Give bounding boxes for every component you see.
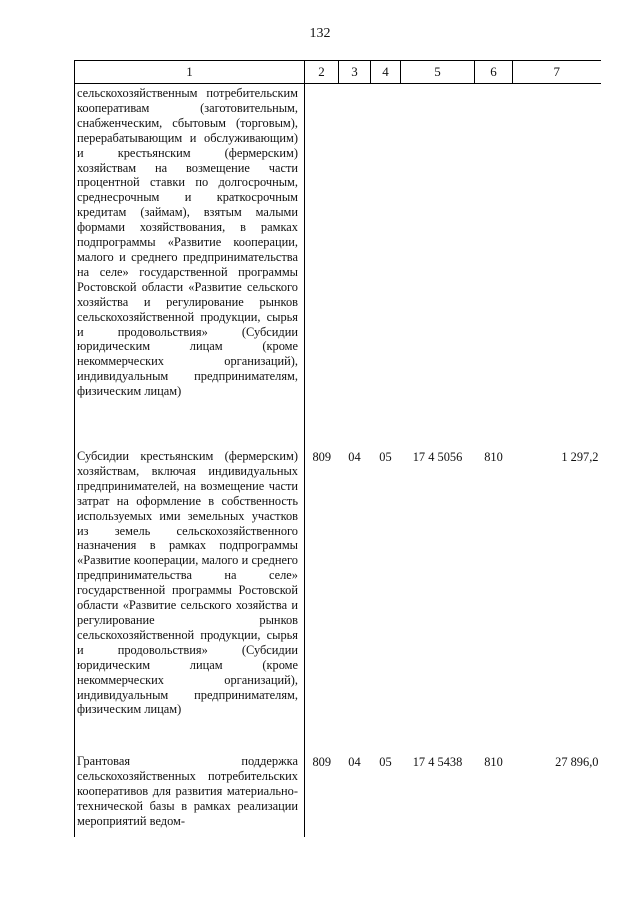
- row-col-3: 04: [348, 755, 361, 769]
- row-col-5: 17 4 5438: [412, 755, 463, 769]
- header-col-5: 5: [401, 61, 475, 84]
- header-col-3: 3: [339, 61, 371, 84]
- budget-table: [74, 60, 601, 837]
- row-col-7: [513, 84, 601, 446]
- header-col-6: 6: [475, 61, 513, 84]
- row-description: сельскохозяйственным потребительским кооперативам (заготовительным, снабженческим, сбытовым (торговым), перерабатывающим и обслуживающим) и крестьянским (фермерским) хозяйствам на возмещение части процентной ставки по долгосрочным, среднесрочным и краткосрочным кредитам (займам), взятым малыми формами хозяйствования, в рамках подпрограммы «Развитие кооперации, малого и среднего предпринимательства на селе» государственной программы Ростовской области «Развитие сельского хозяйства и регулирование рынков сельскохозяйственной продукции, сырья и продовольствия» (Субсидии юридическим лицам (кроме некоммерческих организаций), индивидуальным предпринимателям, физическим лицам): [75, 84, 305, 446]
- table-header-row: [75, 61, 601, 84]
- table-row: [75, 750, 601, 837]
- row-col-4: 05: [379, 450, 392, 464]
- row-description: Субсидии крестьянским (фермерским) хозяйствам, включая индивидуальных предпринимателей, на возмещение части затрат на оформление в собственность используемых ими земельных участков из земель сельскохозяйственного назначения в рамках подпрограммы «Развитие кооперации, малого и среднего предпринимательства на селе» государственной программы Ростовской области «Развитие сельского хозяйства и регулирование рынков сельскохозяйственной продукции, сырья и продовольствия» (Субсидии юридическим лицам (кроме некоммерческих организаций), индивидуальным предпринимателям, физическим лицам): [75, 445, 305, 750]
- table-row: [75, 84, 601, 446]
- header-col-2: 2: [305, 61, 339, 84]
- row-col-7: 1 297,2: [561, 450, 599, 464]
- row-col-5: [401, 84, 475, 446]
- row-col-2: 809: [312, 450, 332, 464]
- row-col-4: [371, 84, 401, 446]
- row-description: Грантовая поддержка сельскохозяйственных потребительских кооперативов для развития материально-технической базы в рамках реализации мероприятий ведом-: [75, 750, 305, 837]
- header-col-4: 4: [371, 61, 401, 84]
- row-col-3: 04: [348, 450, 361, 464]
- row-col-4: 05: [379, 755, 392, 769]
- row-col-2: [305, 84, 339, 446]
- header-col-1: 1: [75, 61, 305, 84]
- table-row: [75, 445, 601, 750]
- row-col-6: [475, 84, 513, 446]
- row-col-6: 810: [484, 450, 503, 464]
- row-col-6: 810: [484, 755, 503, 769]
- page-number: 132: [309, 26, 331, 41]
- header-col-7: 7: [513, 61, 601, 84]
- row-col-3: [339, 84, 371, 446]
- row-col-5: 17 4 5056: [412, 450, 463, 464]
- row-col-7: 27 896,0: [555, 755, 599, 769]
- row-col-2: 809: [312, 755, 332, 769]
